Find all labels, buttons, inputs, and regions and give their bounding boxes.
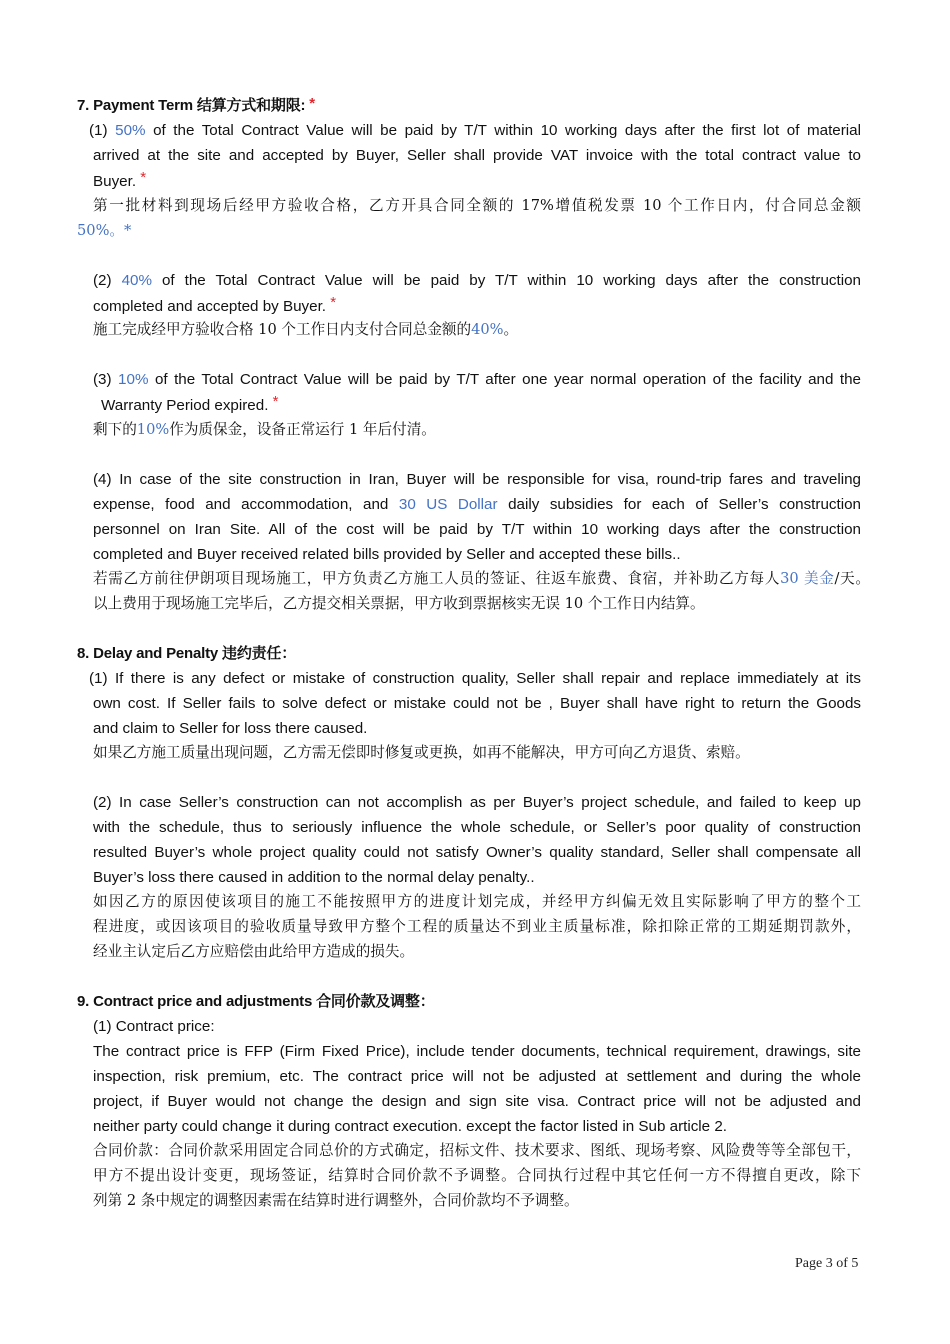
s8-p2-line1: (2) In case Seller’s construction can not accomplish as per Buyer’s project schedule, and failed to keep up [93,794,861,811]
paragraph-text: 施工完成经甲方验收合格 10 个工作日内支付合同总金额的 [93,321,472,338]
section-8-heading: 8. Delay and Penalty 违约责任： [77,645,297,662]
s7-p2-line1 [93,271,861,291]
s7-p4-line1: (4) In case of the site construction in Iran, Buyer will be responsible for visa, round-trip fares and traveling [93,471,861,488]
section-7-title: 7. Payment Term 结算方式和期限: [77,97,306,114]
s9-cn-line1: 合同价款：合同价款采用固定合同总价的方式确定，招标文件、技术要求、图纸、现场考察、风险费等等全部包干， [93,1142,861,1159]
paragraph-text: daily subsidies for each of Seller’s construction [508,496,861,513]
s9-subheading: (1) Contract price: [93,1018,215,1035]
paragraph-text: Buyer. [93,173,137,190]
s7-p4-cn-line1 [93,569,870,589]
paragraph-text: 剩下的 [93,421,137,438]
item-number: (1) [89,122,108,139]
page-number: Page 3 of 5 [795,1256,859,1271]
percent-value: 40% [471,321,504,338]
paragraph-text: completed and accepted by Buyer. [93,298,327,315]
paragraph-text: 作为质保金，设备正常运行 1 年后付清。 [169,421,436,438]
s7-p1-line2: arrived at the site and accepted by Buyer, Seller shall provide VAT invoice with the total contract value to [93,147,861,164]
section-7-heading [77,96,315,116]
s8-p1-line1: (1) If there is any defect or mistake of construction quality, Seller shall repair and replace immediately at its [89,670,861,687]
s8-p1-cn-line1: 如果乙方施工质量出现问题，乙方需无偿即时修复或更换，如再不能解决，甲方可向乙方退货、索赔。 [93,744,750,761]
required-asterisk: * [330,294,337,311]
paragraph-text: of the Total Contract Value will be paid by T/T after one year normal operation of the facility and the [154,371,861,388]
s7-p1-line3 [93,169,147,192]
percent-value: 10% [136,421,170,438]
s8-p1-line3: and claim to Seller for loss there caused. [93,720,368,737]
item-number: (3) [93,371,112,388]
paragraph-text: /天。 [834,570,870,587]
required-asterisk: * [272,393,279,410]
s9-cn-line2: 甲方不提出设计变更，现场签证，结算时合同价款不予调整。合同执行过程中其它任何一方不得擅自更改，除下 [93,1167,861,1184]
section-9-heading: 9. Contract price and adjustments 合同价款及调整： [77,993,435,1010]
paragraph-text: 。 [503,321,519,338]
s8-p2-cn-line2: 程进度，或因该项目的验收质量导致甲方整个工程的质量达不到业主质量标准，除扣除正常的工期延期罚款外， [93,918,861,935]
required-asterisk: * [309,95,315,112]
subsidy-amount: 30 US Dollar [398,496,498,513]
paragraph-text: Warranty Period expired. [101,397,269,414]
s9-line4: neither party could change it during contract execution. except the factor listed in Sub article 2. [93,1118,728,1135]
s7-p4-cn-line2: 以上费用于现场施工完毕后，乙方提交相关票据，甲方收到票据核实无误 10 个工作日内结算。 [93,595,705,612]
s9-line1: The contract price is FFP (Firm Fixed Price), include tender documents, technical requirement, drawings, site [93,1043,861,1060]
s8-p2-cn-line3: 经业主认定后乙方应赔偿由此给甲方造成的损失。 [93,943,415,960]
item-number: (2) [93,272,112,289]
s9-cn-line3: 列第 2 条中规定的调整因素需在结算时进行调整外，合同价款均不予调整。 [93,1192,579,1209]
s7-p1-cn-line2: 50%。* [77,222,132,239]
s7-p3-cn-line1 [93,420,436,440]
percent-value: 10% [118,371,149,388]
s7-p4-line3: personnel on Iran Site. All of the cost will be paid by T/T within 10 working days after the construction [93,521,861,538]
s8-p2-cn-line1: 如因乙方的原因使该项目的施工不能按照甲方的进度计划完成，并经甲方纠偏无效且实际影响了甲方的整个工 [93,893,861,910]
s8-p2-line4: Buyer’s loss there caused in addition to the normal delay penalty.. [93,869,535,886]
s7-p3-line1 [93,370,861,390]
percent-value: 40% [121,272,152,289]
subsidy-amount: 30 美金 [780,570,835,587]
s7-p4-line2 [93,495,861,515]
s9-line3: project, if Buyer would not change the design and sign site visa. Contract price will not be adjusted and [93,1093,861,1110]
s8-p2-line3: resulted Buyer’s whole project quality could not satisfy Owner’s quality standard, Seller shall compensate all [93,844,861,861]
paragraph-text: of the Total Contract Value will be paid by T/T within 10 working days after the construction [161,272,861,289]
s7-p3-line2 [101,393,279,416]
s7-p1-line1 [89,121,861,141]
s8-p2-line2: with the schedule, thus to seriously influence the whole schedule, or Seller’s poor quality of construction [93,819,861,836]
s7-p1-cn-line1: 第一批材料到现场后经甲方验收合格，乙方开具合同全额的 17%增值税发票 10 个工作日内，付合同总金额 [93,197,861,214]
s8-p1-line2: own cost. If Seller fails to solve defect or mistake could not be , Buyer shall have right to return the Goods [93,695,861,712]
paragraph-text: 若需乙方前往伊朗项目现场施工，甲方负责乙方施工人员的签证、往返车旅费、食宿，并补助乙方每人 [93,570,781,587]
s7-p2-cn-line1 [93,320,518,340]
s7-p2-line2 [93,294,337,317]
s9-line2: inspection, risk premium, etc. The contract price will not be adjusted at settlement and during the whole [93,1068,861,1085]
s7-p4-line4: completed and Buyer received related bills provided by Seller and accepted these bills.. [93,546,681,563]
paragraph-text: of the Total Contract Value will be paid by T/T within 10 working days after the first lot of material [153,122,861,139]
percent-value: 50% [115,122,146,139]
required-asterisk: * [140,169,147,186]
paragraph-text: expense, food and accommodation, and [93,496,389,513]
